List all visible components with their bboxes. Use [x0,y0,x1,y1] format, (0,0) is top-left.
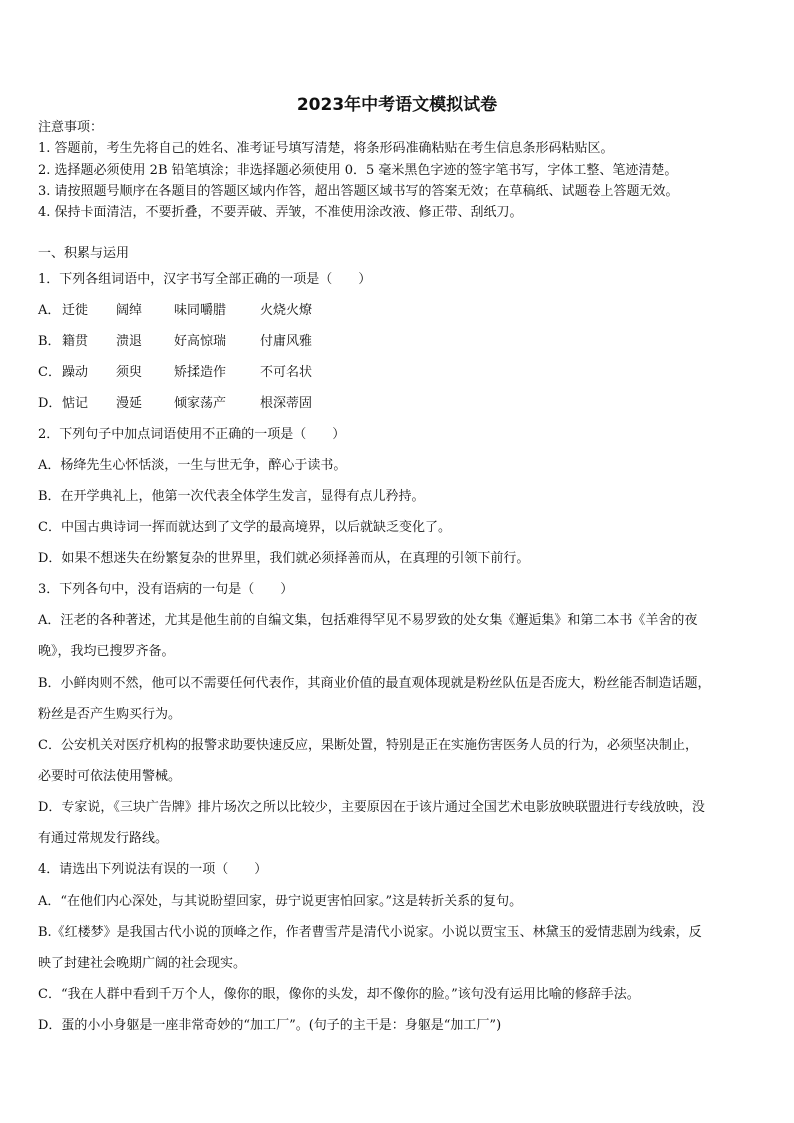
word: 火烧火燎 [260,303,313,318]
question-3-option-b-line-2: 粉丝是否产生购买行为。 [38,707,182,722]
question-4-option-d: D．蛋的小小身躯是一座非常奇妙的“加工厂”。(句子的主干是：身躯是“加工厂”) [38,1018,502,1033]
word: 阔绰 [116,303,143,318]
question-3-option-a-line-1: A．汪老的各种著述，尤其是他生前的自编文集，包括难得罕见不易罗致的处女集《邂逅集》和第二本书《羊舍的夜 [38,613,698,628]
question-3-option-d-line-2: 有通过常规发行路线。 [38,831,169,846]
section-heading: 一、积累与运用 [38,246,130,261]
question-3-option-c-line-1: C．公安机关对医疗机构的报警求助要快速反应，果断处置，特别是正在实施伤害医务人员的行为，必须坚决制止， [38,738,698,753]
question-4-option-b-line-2: 映了封建社会晚期广阔的社会现实。 [38,956,247,971]
word: 根深蒂固 [260,396,313,411]
notice-item-1: 1. 答题前，考生先将自己的姓名、准考证号填写清楚，将条形码准确粘贴在考生信息条形码粘贴区。 [38,141,614,156]
word: 躁动 [62,365,89,380]
word: 好高惊瑞 [174,334,227,349]
question-1-option-b [38,334,312,350]
option-letter: A． [38,303,61,318]
question-1-stem: 1．下列各组词语中，汉字书写全部正确的一项是（ ） [38,272,372,287]
word: 味同嚼腊 [174,303,227,318]
notice-item-2: 2. 选择题必须使用 2B 铅笔填涂；非选择题必须使用 0．5 毫米黑色字迹的签字笔书写，字体工整、笔迹清楚。 [38,163,678,178]
question-2-option-c: C．中国古典诗词一挥而就达到了文学的最高境界，以后就缺乏变化了。 [38,520,451,535]
notice-item-3: 3. 请按照题号顺序在各题目的答题区域内作答，超出答题区域书写的答案无效；在草稿纸、试题卷上答题无效。 [38,184,679,199]
word: 矫揉造作 [174,365,227,380]
word: 须臾 [116,365,143,380]
word: 溃退 [116,334,143,349]
option-letter: B． [38,334,61,349]
question-2-option-b: B．在开学典礼上，他第一次代表全体学生发言，显得有点儿矜持。 [38,489,425,504]
question-4-option-a: A．“在他们内心深处，与其说盼望回家，毋宁说更害怕回家。”这是转折关系的复句。 [38,894,523,909]
word: 倾家荡产 [174,396,227,411]
notice-heading: 注意事项： [38,120,104,135]
question-1-option-c [38,365,312,381]
question-3-option-a-line-2: 晚》，我均已搜罗齐备。 [38,644,175,659]
question-1-option-d [38,396,312,412]
page-title: 2023年中考语文模拟试卷 [296,95,498,115]
word: 漫延 [116,396,143,411]
option-letter: D． [38,396,62,411]
question-2-option-d: D．如果不想迷失在纷繁复杂的世界里，我们就必须择善而从，在真理的引领下前行。 [38,551,530,566]
question-4-option-b-line-1: B.《红楼梦》是我国古代小说的顶峰之作，作者曹雪芹是清代小说家。小说以贾宝玉、林黛玉的爱情悲剧为线索，反 [38,925,702,940]
question-3-option-d-line-1: D．专家说，《三块广告牌》排片场次之所以比较少，主要原因在于该片通过全国艺术电影放映联盟进行专线放映，没 [38,800,705,815]
word: 迁徙 [62,303,89,318]
notice-item-4: 4. 保持卡面清洁，不要折叠，不要弄破、弄皱，不准使用涂改液、修正带、刮纸刀。 [38,205,523,220]
question-1-option-a [38,303,312,319]
word: 惦记 [62,396,89,411]
option-letter: C． [38,365,61,380]
question-2-stem: 2．下列句子中加点词语使用不正确的一项是（ ） [38,427,346,442]
question-4-stem: 4．请选出下列说法有误的一项（ ） [38,862,268,877]
question-3-option-b-line-1: B．小鲜肉则不然，他可以不需要任何代表作，其商业价值的最直观体现就是粉丝队伍是否庞大，粉丝能否制造话题， [38,676,711,691]
question-2-option-a: A．杨绛先生心怀恬淡，一生与世无争，醉心于读书。 [38,458,347,473]
question-3-option-c-line-2: 必要时可依法使用警械。 [38,769,182,784]
word: 不可名状 [260,365,313,380]
word: 籍贯 [62,334,89,349]
word: 付庸风雅 [260,334,313,349]
question-3-stem: 3．下列各句中，没有语病的一句是（ ） [38,582,294,597]
question-4-option-c: C．“我在人群中看到千万个人，像你的眼，像你的头发，却不像你的脸。”该句没有运用比喻的修辞手法。 [38,987,640,1002]
